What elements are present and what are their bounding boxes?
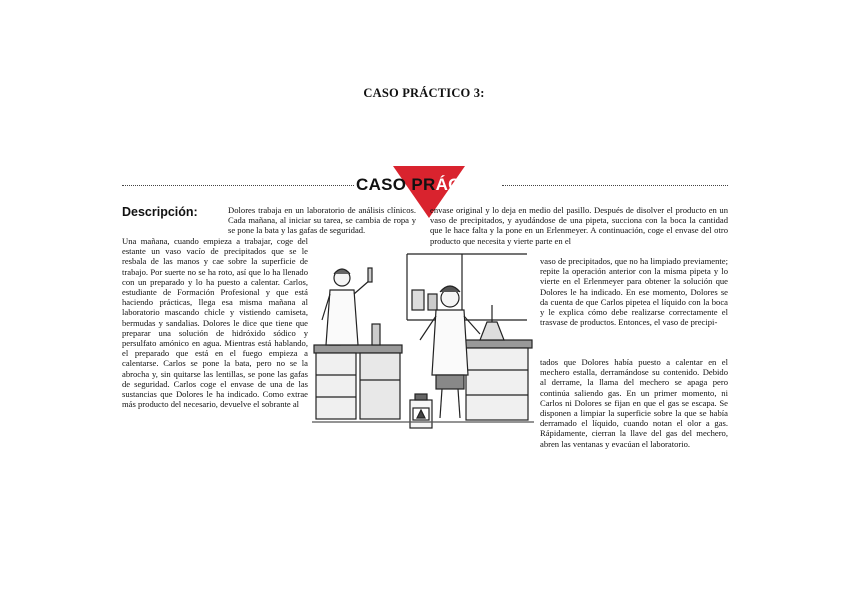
- page-heading: CASO PRÁCTICO 3:: [363, 86, 485, 100]
- intro-paragraph: Dolores trabaja en un laboratorio de análisis clínicos. Cada mañana, al iniciar su tarea, se cambia de ropa y se pone la bata y las gafas de seguridad.: [228, 205, 416, 236]
- right-column-middle-text: vaso de precipitados, que no ha limpiado previamente; repite la operación anterior con la misma pipeta y lo vierte en el Erlenmeyer para obtener la solución que Dolores le ha indicado. En ese momento, Dolores se da cuenta de que Carlos pipetea el líquido con la boca y le explica cómo debe realizarse correctamente el trasvase de productos. Entonces, el vaso de precipi-: [540, 256, 728, 328]
- right-column-top-text: envase original y lo deja en medio del pasillo. Después de disolver el producto en un vaso de precipitados, y ayudándose de una pipeta, succiona con la boca la cantidad que le hace falta y la pone en un Erlenmeyer. A continuación, coge el envase del otro producto que necesita y vierte parte en el: [430, 205, 728, 246]
- left-column-text: Una mañana, cuando empieza a trabajar, coge del estante un vaso vacío de precipitados que se le resbala de las manos y cae sobre la superficie de trabajo. Por suerte no se ha roto, así que lo ha llenado con un preparado y lo ha puesto a calentar. Carlos, estudiante de Formación Profesional y que está haciendo prácticas, llega esa misma mañana al laboratorio mascando chicle y vistiendo camiseta, bermudas y sandalias. Dolores le dice que tiene que preparar una solución de hidróxido sódico y persulfato amónico en agua. Mientras está hablando, el preparado que está en el fuego empieza a calentarse. Carlos se pone la bata, pero no se la abrocha y, sin quitarse las lentillas, se pone las gafas de seguridad. Carlos coge el envase de una de las sustancias que Dolores le ha indicado. Como extrae más producto del necesario, devuelve el sobrante al: [122, 236, 308, 410]
- section-title: Descripción:: [122, 205, 198, 219]
- laboratory-illustration: [312, 250, 534, 432]
- banner-part-2: ÁCTICO: [435, 175, 503, 194]
- dotted-rule-right: [502, 185, 728, 186]
- dotted-rule-left: [122, 185, 354, 186]
- right-column-bottom-text: tados que Dolores había puesto a calentar en el mechero estalla, derramándose su contenido. Debido al derrame, la llama del mechero se apaga pero continúa saliendo gas. En un primer momento, ni Carlos ni Dolores se fijan en que el gas se escapa. Se disponen a limpiar la superficie sobre la que se había derramado el líquido, cuando notan el olor a gas. Rápidamente, cierran la llave del gas del mechero, abren las ventanas y evacúan el laboratorio.: [540, 357, 728, 449]
- caso-practico-banner: [356, 175, 503, 195]
- banner-part-1: CASO PR: [356, 175, 436, 194]
